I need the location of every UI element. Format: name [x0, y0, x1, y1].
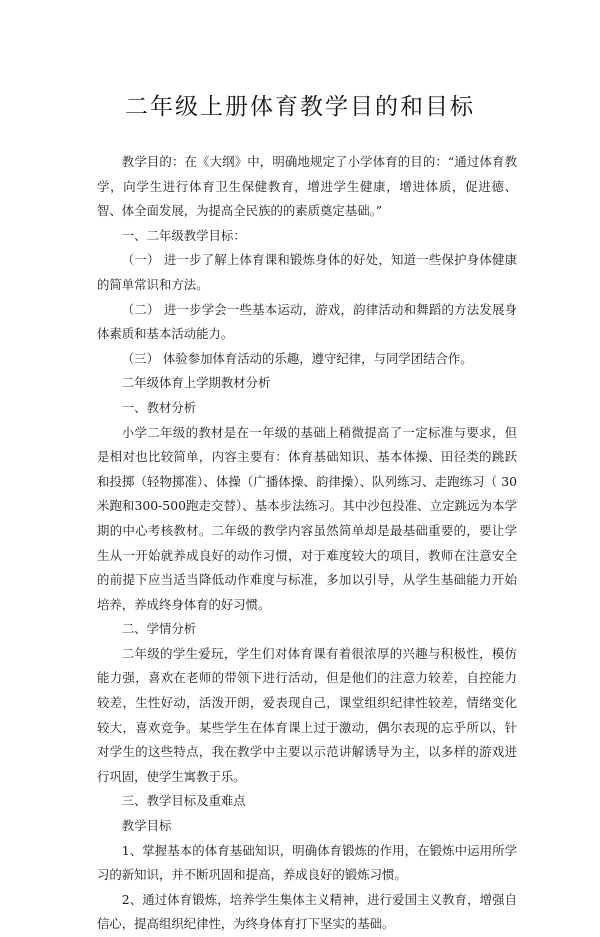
paragraph-teaching-goal-1: 1、掌握基本的体育基础知识，明确体育锻炼的作用，在锻炼中运用所学习的新知识，并不断巩固和提高，养成良好的锻炼习惯。	[97, 842, 517, 883]
paragraph-material-analysis: 小学二年级的教材是在一年级的基础上稍微提高了一定标准与要求，但是相对也比较简单，内容主要有：体育基础知识、基本体操、田径类的跳跃和投掷（轻物掷准）、体操（广播体操、韵律操）、队列练习、走跑练习（ 30米跑和300-500跑走交替）、基本步法练习。其中沙包投准、立定跳远为本学期的中心考核教材。二年级的教学内容虽然简单却是最基础重要的，要让学生从一开始就养成良好的动作习惯，对于难度较大的项目，教师在注意安全的前提下应当适当降低动作难度与标准，多加以引导，从学生基础能力开始培养，养成终身体育的好习惯。	[97, 424, 517, 612]
paragraph-goal-1: （一） 进一步了解上体育课和锻炼身体的好处，知道一些保护身体健康的简单常识和方法。	[97, 252, 517, 292]
paragraph-goal-2: （二） 进一步学会一些基本运动，游戏，韵律活动和舞蹈的方法发展身体素质和基本活动能力。	[97, 301, 517, 342]
heading-material-analysis-title: 二年级体育上学期教材分析	[121, 375, 271, 391]
paragraph-purpose: 教学目的：在《大纲》中，明确地规定了小学体育的目的：“通过体育教学，向学生进行体育卫生保健教育，增进学生健康，增进体质，促进德、智、体全面发展，为提高全民族的的素质奠定基础。”	[97, 154, 517, 219]
heading-teaching-goals: 教学目标	[121, 818, 172, 834]
heading-goals-and-difficulties: 三、教学目标及重难点	[121, 793, 246, 809]
heading-grade-goals: 一、二年级教学目标：	[121, 227, 246, 243]
paragraph-goal-3: （三） 体验参加体育活动的乐趣，遵守纪律，与同学团结合作。	[121, 350, 473, 366]
heading-student-analysis: 二、学情分析	[121, 621, 197, 637]
document-title: 二年级上册体育教学目的和目标	[125, 94, 475, 120]
document-body	[97, 150, 517, 937]
paragraph-teaching-goal-2: 2、通过体育锻炼，培养学生集体主义精神，进行爱国主义教育，增强自信心，提高组织纪律性，为终身体育打下坚实的基础。	[97, 891, 517, 932]
paragraph-student-analysis: 二年级的学生爱玩，学生们对体育课有着很浓厚的兴趣与积极性，模仿能力强，喜欢在老师的带领下进行活动，但是他们的注意力较差，自控能力较差，生性好动，活泼开朗，爱表现自己，课堂组织纪律性较差，情绪变化较大，喜欢竞争。某些学生在体育课上过于激动，偶尔表现的忘乎所以，针对学生的这些特点，我在教学中主要以示范讲解诱导为主，以多样的游戏进行巩固，使学生寓教于乐。	[97, 645, 517, 784]
heading-material-analysis: 一、教材分析	[121, 399, 197, 415]
